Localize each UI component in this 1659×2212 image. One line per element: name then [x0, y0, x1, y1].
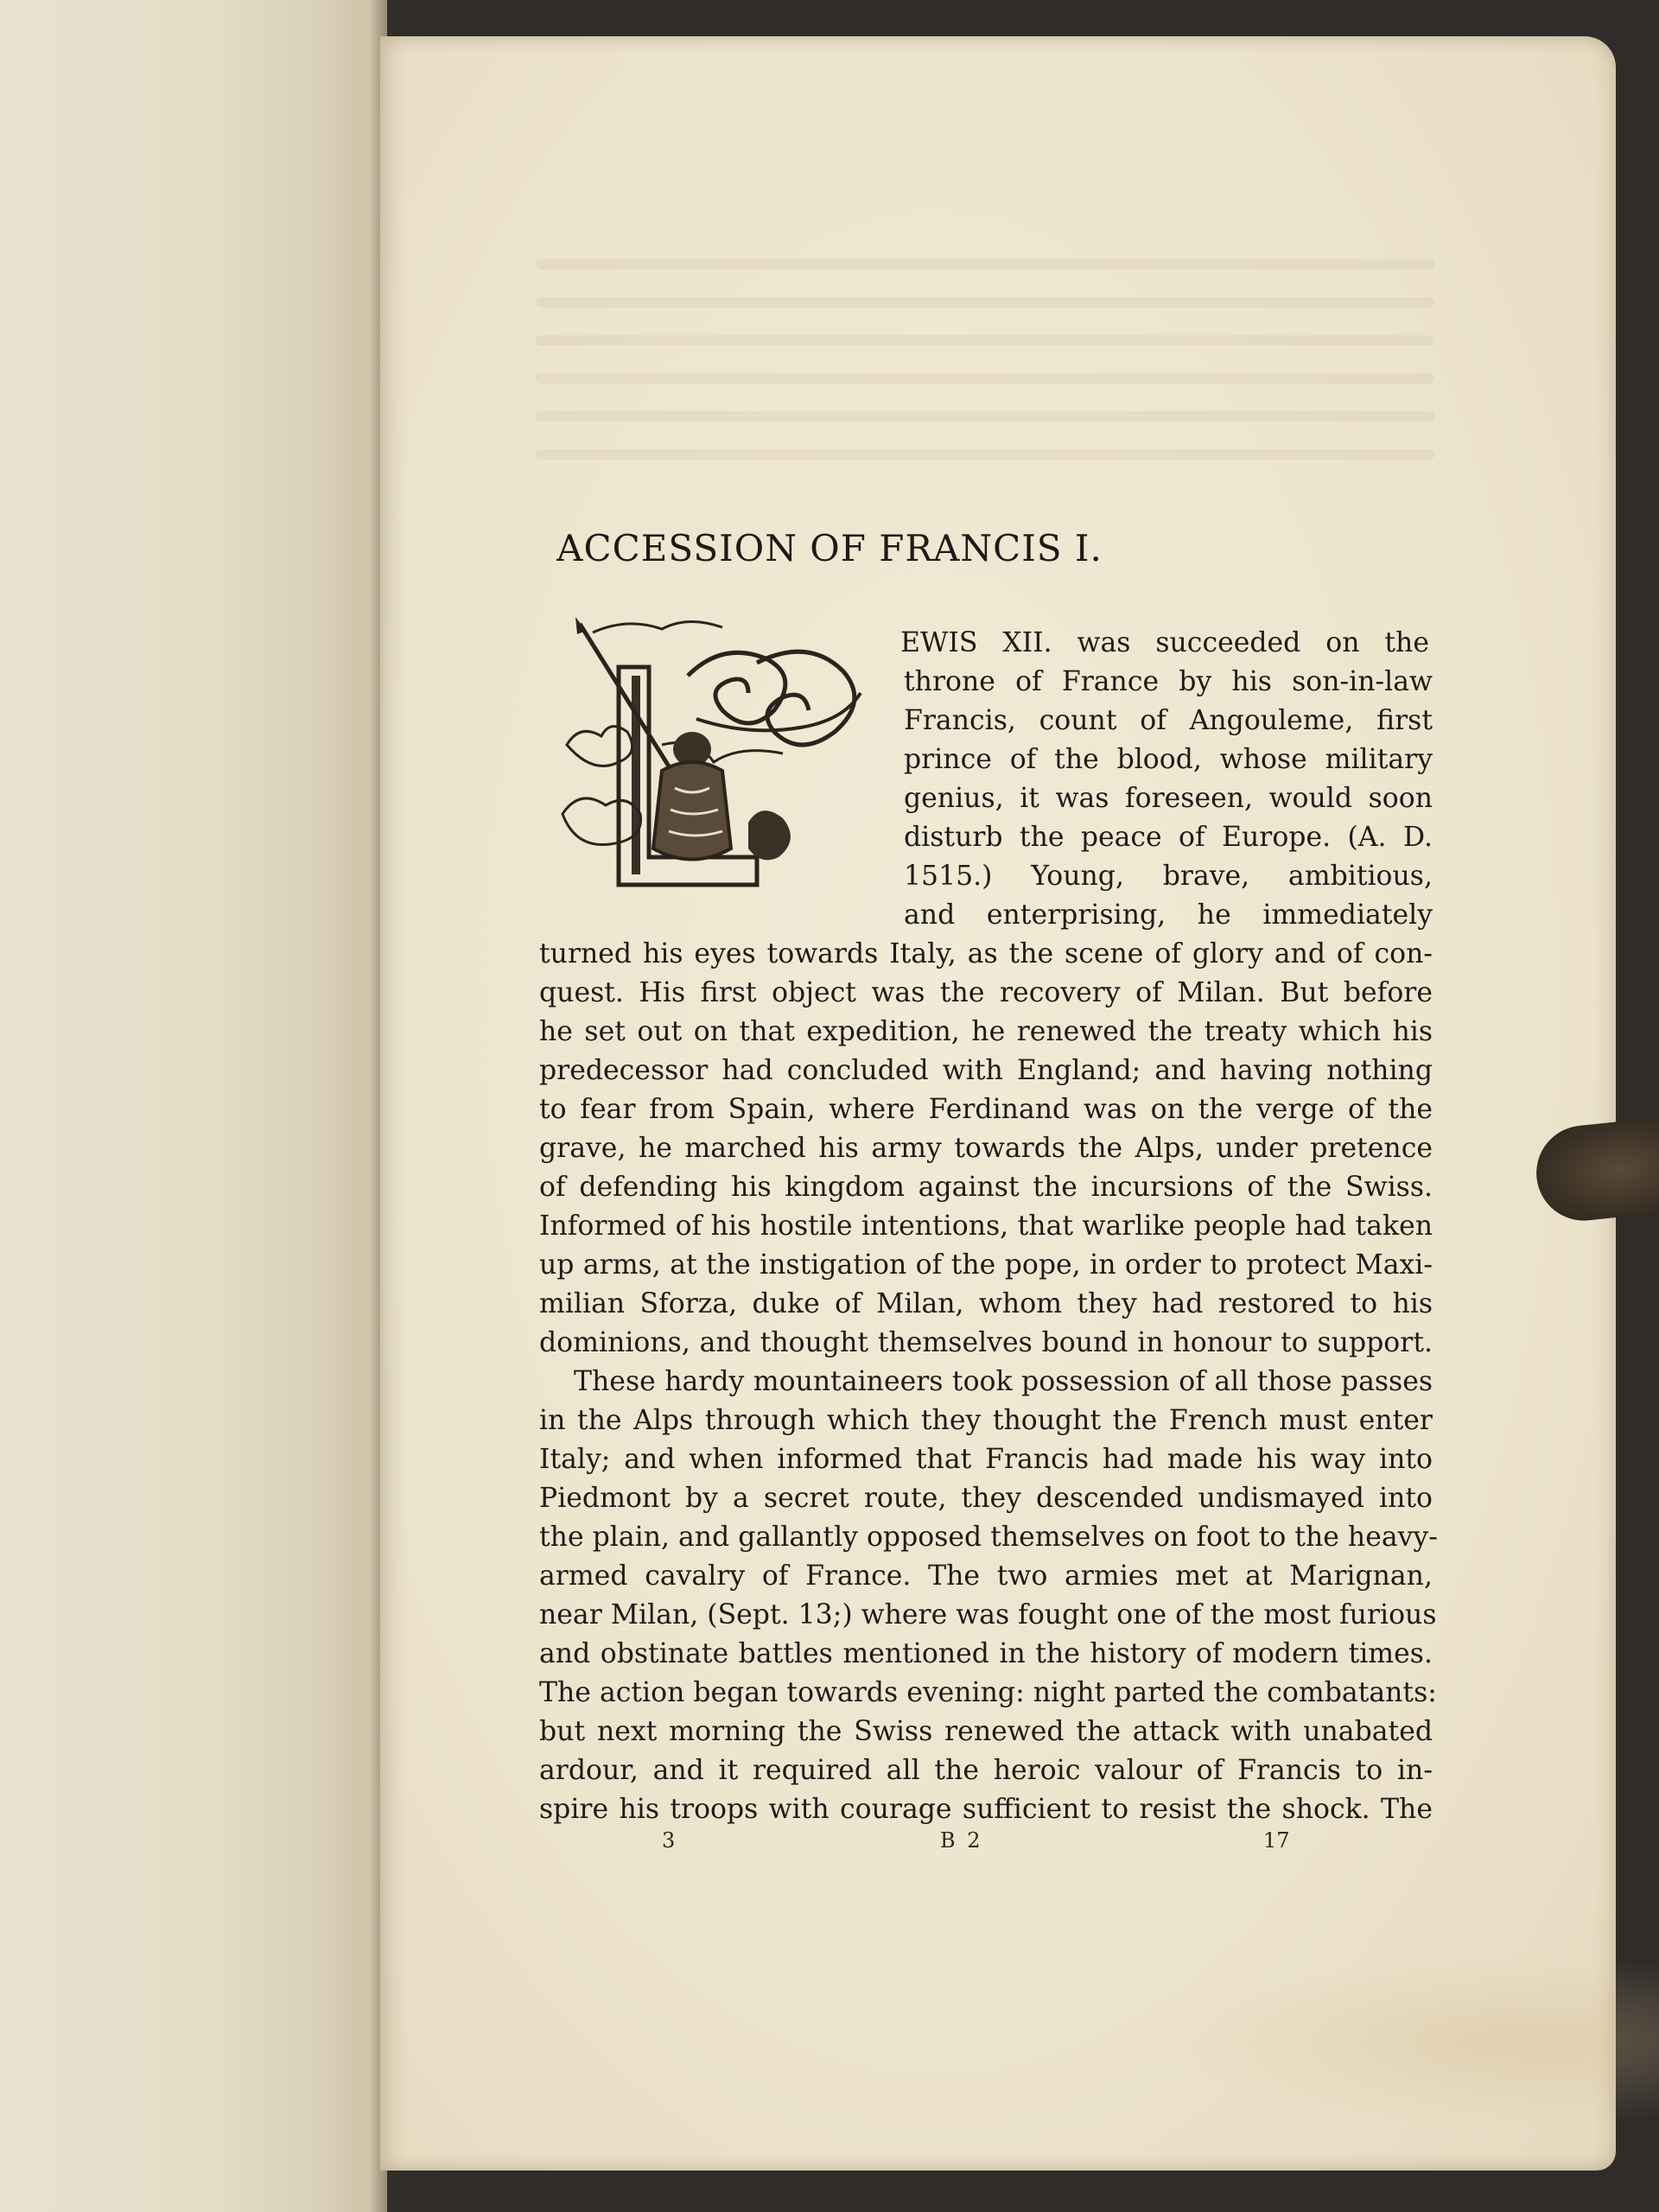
text-line: dominions, and thought themselves bound in honour to support. — [539, 1327, 1433, 1358]
show-through-header — [752, 207, 1408, 235]
text-line: Francis, count of Angouleme, first — [904, 705, 1433, 736]
text-line: and enterprising, he immediately — [904, 899, 1433, 931]
text-line: up arms, at the instigation of the pope, in order to protect Maxi- — [539, 1249, 1433, 1281]
text-line: the plain, and gallantly opposed themselves on foot to the heavy- — [539, 1522, 1438, 1553]
text-line: genius, it was foreseen, would soon — [904, 783, 1433, 814]
text-line: The action began towards evening: night parted the combatants: — [539, 1677, 1437, 1708]
text-line: armed cavalry of France. The two armies met at Marignan, — [539, 1560, 1433, 1592]
text-line: predecessor had concluded with England; and having nothing — [539, 1055, 1433, 1086]
signature-mark: B 2 — [940, 1828, 983, 1853]
text-line: disturb the peace of Europe. (A. D. — [904, 822, 1433, 853]
text-line: Piedmont by a secret route, they descended undismayed into — [539, 1483, 1433, 1514]
page-number: 17 — [1263, 1828, 1290, 1853]
text-line: and obstinate battles mentioned in the history of modern times. — [539, 1638, 1433, 1669]
paragraph-start-line: These hardy mountaineers took possession of all those passes — [574, 1366, 1433, 1397]
text-line: EWIS XII. was succeeded on the — [900, 627, 1429, 658]
text-line: prince of the blood, whose military — [904, 744, 1433, 775]
text-line: Italy; and when informed that Francis had made his way into — [539, 1444, 1433, 1475]
text-line: milian Sforza, duke of Milan, whom they had restored to his — [539, 1288, 1433, 1319]
text-line: in the Alps through which they thought the French must enter — [539, 1405, 1433, 1436]
opening-lines — [900, 624, 1433, 935]
text-line: ardour, and it required all the heroic valour of Francis to in- — [539, 1755, 1433, 1786]
text-line: grave, he marched his army towards the Alps, under pretence — [539, 1133, 1433, 1164]
text-line: he set out on that expedition, he renewed the treaty which his — [539, 1016, 1433, 1047]
text-line: of defending his kingdom against the incursions of the Swiss. — [539, 1172, 1433, 1203]
decorated-initial-l — [558, 615, 895, 900]
text-line: quest. His first object was the recovery of Milan. But before — [539, 977, 1433, 1008]
text-line: but next morning the Swiss renewed the attack with unabated — [539, 1716, 1433, 1747]
sheet-number: 3 — [662, 1828, 676, 1853]
page-title: ACCESSION OF FRANCIS I. — [556, 527, 1103, 569]
text-line: Informed of his hostile intentions, that warlike people had taken — [539, 1211, 1433, 1242]
water-stain — [1158, 1955, 1659, 2127]
text-line: to fear from Spain, where Ferdinand was on the verge of the — [539, 1094, 1433, 1125]
facing-page — [0, 0, 387, 2212]
text-line: spire his troops with courage sufficient to resist the shock. The — [539, 1794, 1433, 1825]
text-line: throne of France by his son-in-law — [904, 666, 1433, 697]
show-through-text — [536, 259, 1434, 487]
text-line: near Milan, (Sept. 13;) where was fought one of the most furious — [539, 1599, 1437, 1630]
text-line: turned his eyes towards Italy, as the scene of glory and of con- — [539, 938, 1433, 969]
text-line: 1515.) Young, brave, ambitious, — [904, 861, 1433, 892]
signature-marks — [0, 1828, 1659, 1863]
body-text — [539, 935, 1438, 1829]
